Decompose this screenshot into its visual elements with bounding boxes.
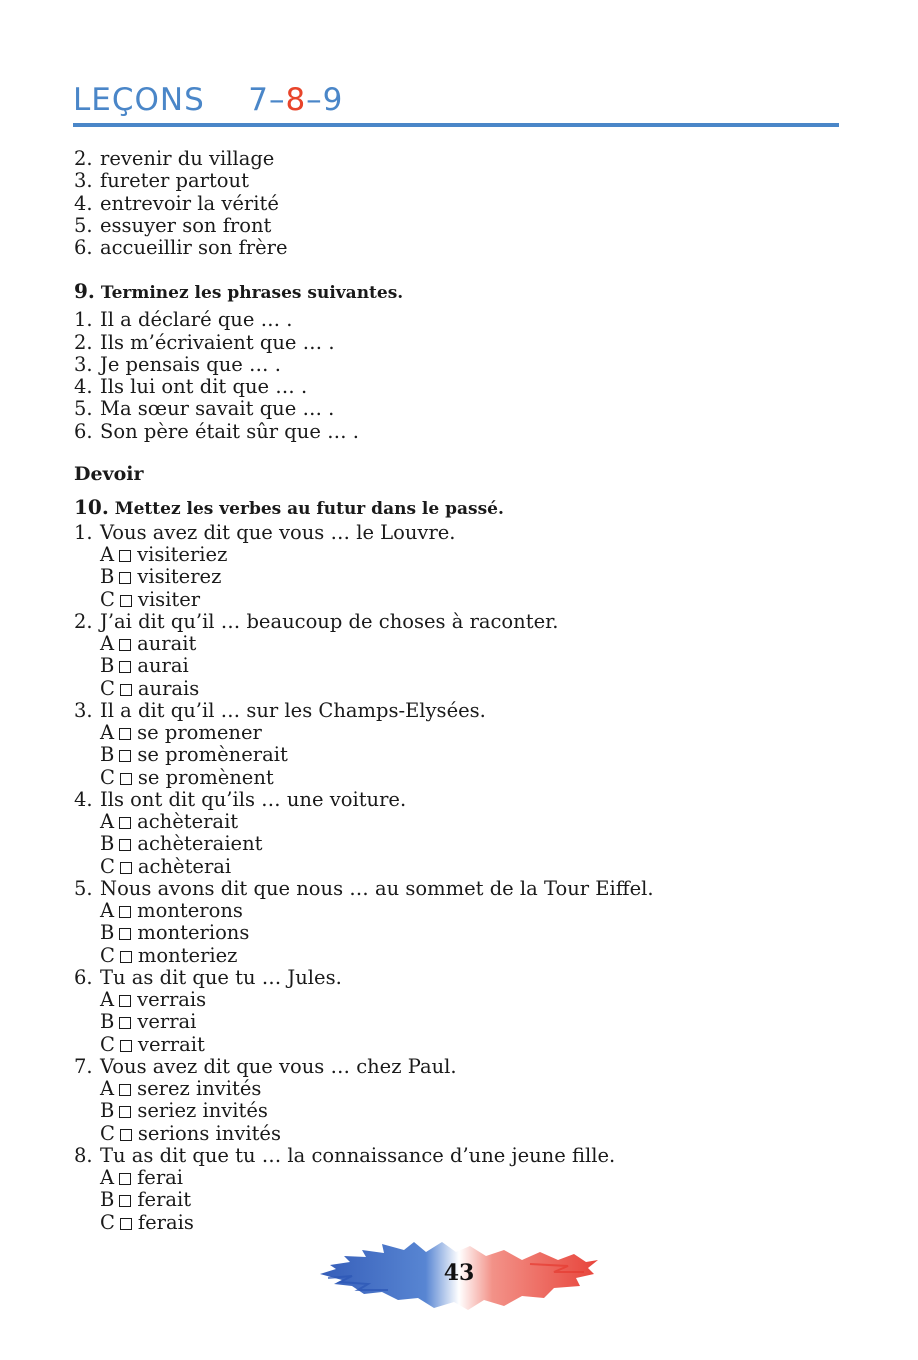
question bbox=[74, 1056, 854, 1145]
option-text: serez invités bbox=[137, 1077, 262, 1100]
item-text: fureter partout bbox=[100, 169, 249, 193]
checkbox[interactable] bbox=[119, 550, 131, 562]
lesson-number-8: 8 bbox=[285, 82, 307, 118]
answer-option[interactable] bbox=[74, 900, 854, 922]
option-letter: A bbox=[100, 899, 115, 922]
answer-option[interactable] bbox=[74, 1011, 854, 1033]
answer-option[interactable] bbox=[74, 1167, 854, 1189]
checkbox[interactable] bbox=[119, 906, 131, 918]
answer-option[interactable] bbox=[74, 678, 854, 700]
checkbox[interactable] bbox=[120, 1218, 132, 1230]
option-letter: B bbox=[100, 1099, 115, 1123]
checkbox[interactable] bbox=[119, 750, 131, 762]
question bbox=[74, 522, 854, 611]
question-number: 8. bbox=[74, 1143, 93, 1167]
item-number: 4. bbox=[74, 375, 93, 398]
option-letter: A bbox=[100, 721, 115, 744]
list-item bbox=[74, 170, 854, 192]
answer-option[interactable] bbox=[74, 1123, 854, 1145]
page-header bbox=[73, 78, 839, 122]
question-number: 2. bbox=[74, 609, 93, 633]
exercise-number: 9. bbox=[74, 279, 95, 304]
checkbox[interactable] bbox=[120, 773, 132, 785]
list-item bbox=[74, 193, 854, 215]
item-number: 6. bbox=[74, 236, 93, 259]
option-letter: A bbox=[100, 543, 115, 566]
page-content bbox=[74, 148, 854, 1234]
question-stem bbox=[74, 789, 854, 811]
question bbox=[74, 1145, 854, 1234]
option-text: achèterait bbox=[137, 810, 239, 833]
question bbox=[74, 967, 854, 1056]
option-letter: C bbox=[100, 676, 115, 700]
option-letter: B bbox=[100, 1010, 115, 1034]
item-number: 3. bbox=[74, 352, 93, 376]
item-number: 5. bbox=[74, 397, 93, 421]
checkbox[interactable] bbox=[119, 1106, 131, 1118]
question bbox=[74, 611, 854, 700]
header-rule bbox=[73, 123, 839, 127]
list-item bbox=[74, 398, 854, 420]
answer-option[interactable] bbox=[74, 1034, 854, 1056]
option-letter: C bbox=[100, 1032, 115, 1056]
list-item bbox=[74, 421, 854, 443]
list-item bbox=[74, 332, 854, 354]
checkbox[interactable] bbox=[119, 728, 131, 740]
item-text: Il a déclaré que … . bbox=[100, 308, 293, 332]
question-stem bbox=[74, 700, 854, 722]
item-text: accueillir son frère bbox=[100, 236, 288, 259]
item-text: Je pensais que … . bbox=[100, 352, 281, 376]
option-text: ferait bbox=[137, 1188, 192, 1212]
option-text: se promènerait bbox=[137, 743, 288, 767]
option-text: monterions bbox=[137, 921, 250, 945]
item-text: revenir du village bbox=[100, 147, 275, 170]
option-letter: C bbox=[100, 765, 115, 789]
item-number: 2. bbox=[74, 330, 93, 354]
question-stem bbox=[74, 522, 854, 544]
checkbox[interactable] bbox=[119, 572, 131, 584]
option-letter: C bbox=[100, 854, 115, 878]
option-letter: C bbox=[100, 1210, 115, 1234]
option-text: ferai bbox=[137, 1166, 184, 1189]
answer-option[interactable] bbox=[74, 722, 854, 744]
exercise-number: 10. bbox=[74, 494, 109, 519]
option-text: visiterez bbox=[137, 565, 222, 589]
checkbox[interactable] bbox=[120, 1129, 132, 1141]
option-text: monteriez bbox=[137, 943, 238, 967]
option-text: achèterai bbox=[137, 854, 232, 878]
answer-option[interactable] bbox=[74, 633, 854, 655]
item-number: 5. bbox=[74, 213, 93, 237]
answer-option[interactable] bbox=[74, 744, 854, 766]
lesson-dash-2: – bbox=[306, 82, 323, 118]
option-letter: A bbox=[100, 1166, 115, 1189]
option-letter: C bbox=[100, 1121, 115, 1145]
question bbox=[74, 700, 854, 789]
question-text: Nous avons dit que nous … au sommet de la Tour Eiffel. bbox=[100, 876, 654, 900]
list-item bbox=[74, 354, 854, 376]
checkbox[interactable] bbox=[119, 928, 131, 940]
option-text: seriez invités bbox=[137, 1099, 268, 1123]
checkbox[interactable] bbox=[119, 1084, 131, 1096]
answer-option[interactable] bbox=[74, 767, 854, 789]
item-number: 4. bbox=[74, 191, 93, 215]
question-text: Tu as dit que tu … Jules. bbox=[100, 965, 342, 989]
option-text: serions invités bbox=[137, 1121, 281, 1145]
answer-option[interactable] bbox=[74, 833, 854, 855]
question-stem bbox=[74, 967, 854, 989]
question-number: 5. bbox=[74, 876, 93, 900]
list-item bbox=[74, 376, 854, 398]
lesson-title bbox=[73, 78, 839, 122]
question-number: 1. bbox=[74, 520, 93, 544]
item-number: 1. bbox=[74, 308, 93, 332]
checkbox[interactable] bbox=[119, 1017, 131, 1029]
option-text: visiteriez bbox=[137, 543, 228, 566]
question-text: J’ai dit qu’il … beaucoup de choses à raconter. bbox=[100, 609, 559, 633]
option-letter: B bbox=[100, 1188, 115, 1212]
question-stem bbox=[74, 611, 854, 633]
option-text: ferais bbox=[137, 1210, 194, 1234]
option-letter: B bbox=[100, 743, 115, 767]
checkbox[interactable] bbox=[119, 995, 131, 1007]
item-text: Ils m’écrivaient que … . bbox=[100, 330, 335, 354]
option-text: aurais bbox=[137, 676, 200, 700]
option-text: monterons bbox=[137, 899, 243, 922]
question bbox=[74, 789, 854, 878]
answer-option[interactable] bbox=[74, 566, 854, 588]
question-text: Tu as dit que tu … la connaissance d’une jeune fille. bbox=[100, 1143, 616, 1167]
checkbox[interactable] bbox=[119, 839, 131, 851]
answer-option[interactable] bbox=[74, 1212, 854, 1234]
question-number: 7. bbox=[74, 1054, 93, 1078]
answer-option[interactable] bbox=[74, 1100, 854, 1122]
item-number: 6. bbox=[74, 419, 93, 443]
item-number: 3. bbox=[74, 169, 93, 193]
answer-option[interactable] bbox=[74, 922, 854, 944]
option-letter: A bbox=[100, 632, 115, 655]
option-text: visiter bbox=[137, 587, 201, 611]
item-text: essuyer son front bbox=[100, 213, 272, 237]
lesson-title-prefix: LEÇONS bbox=[73, 82, 205, 118]
answer-option[interactable] bbox=[74, 856, 854, 878]
answer-option[interactable] bbox=[74, 989, 854, 1011]
list-item bbox=[74, 237, 854, 259]
list-item bbox=[74, 215, 854, 237]
option-letter: B bbox=[100, 921, 115, 945]
option-letter: C bbox=[100, 943, 115, 967]
question-number: 3. bbox=[74, 698, 93, 722]
question-stem bbox=[74, 878, 854, 900]
option-text: verrait bbox=[137, 1032, 205, 1056]
exercise-instruction: Terminez les phrases suivantes. bbox=[100, 283, 404, 304]
answer-option[interactable] bbox=[74, 655, 854, 677]
option-letter: C bbox=[100, 587, 115, 611]
lesson-dash-1: – bbox=[268, 82, 286, 118]
question-stem bbox=[74, 1056, 854, 1078]
option-text: achèteraient bbox=[137, 832, 263, 856]
exercise-9-heading bbox=[74, 277, 854, 305]
exercise-9-list bbox=[74, 309, 854, 443]
item-number: 2. bbox=[74, 147, 93, 170]
option-text: verrais bbox=[137, 988, 207, 1011]
exercise-instruction: Mettez les verbes au futur dans le passé. bbox=[114, 498, 504, 519]
checkbox[interactable] bbox=[119, 817, 131, 829]
list-item bbox=[74, 148, 854, 170]
option-letter: A bbox=[100, 1077, 115, 1100]
section-title: Devoir bbox=[74, 462, 144, 485]
checkbox[interactable] bbox=[120, 862, 132, 874]
checkbox[interactable] bbox=[120, 595, 132, 607]
question bbox=[74, 878, 854, 967]
option-letter: A bbox=[100, 810, 115, 833]
question-text: Il a dit qu’il … sur les Champs-Elysées. bbox=[100, 698, 486, 722]
question-stem bbox=[74, 1145, 854, 1167]
checkbox[interactable] bbox=[120, 684, 132, 696]
option-letter: B bbox=[100, 832, 115, 856]
answer-option[interactable] bbox=[74, 811, 854, 833]
answer-option[interactable] bbox=[74, 589, 854, 611]
question-text: Vous avez dit que vous … le Louvre. bbox=[100, 520, 456, 544]
answer-option[interactable] bbox=[74, 1189, 854, 1211]
item-text: Ma sœur savait que … . bbox=[100, 397, 335, 421]
item-text: entrevoir la vérité bbox=[100, 191, 279, 215]
checkbox[interactable] bbox=[119, 1173, 131, 1185]
question-text: Vous avez dit que vous … chez Paul. bbox=[100, 1054, 457, 1078]
lesson-number-9: 9 bbox=[322, 82, 344, 118]
checkbox[interactable] bbox=[119, 1195, 131, 1207]
option-text: aurai bbox=[137, 654, 189, 678]
exercise-10-heading bbox=[74, 492, 854, 522]
checkbox[interactable] bbox=[120, 951, 132, 963]
question-number: 6. bbox=[74, 965, 93, 989]
lesson-number-7: 7 bbox=[248, 82, 269, 118]
option-letter: B bbox=[100, 654, 115, 678]
option-text: se promènent bbox=[137, 765, 274, 789]
checkbox[interactable] bbox=[120, 1040, 132, 1052]
page-number: 43 bbox=[443, 1260, 475, 1286]
page-footer bbox=[318, 1238, 600, 1314]
option-letter: A bbox=[100, 988, 115, 1011]
checkbox[interactable] bbox=[119, 661, 131, 673]
answer-option[interactable] bbox=[74, 1078, 854, 1100]
option-text: verrai bbox=[137, 1010, 197, 1034]
checkbox[interactable] bbox=[119, 639, 131, 651]
answer-option[interactable] bbox=[74, 544, 854, 566]
list-item bbox=[74, 309, 854, 331]
question-text: Ils ont dit qu’ils … une voiture. bbox=[100, 787, 407, 811]
item-text: Ils lui ont dit que … . bbox=[100, 375, 308, 398]
item-text: Son père était sûr que … . bbox=[100, 419, 359, 443]
answer-option[interactable] bbox=[74, 945, 854, 967]
option-letter: B bbox=[100, 565, 115, 589]
question-number: 4. bbox=[74, 787, 93, 811]
option-text: aurait bbox=[137, 632, 197, 655]
continued-list bbox=[74, 148, 854, 259]
option-text: se promener bbox=[137, 721, 262, 744]
exercise-10-questions bbox=[74, 522, 854, 1234]
